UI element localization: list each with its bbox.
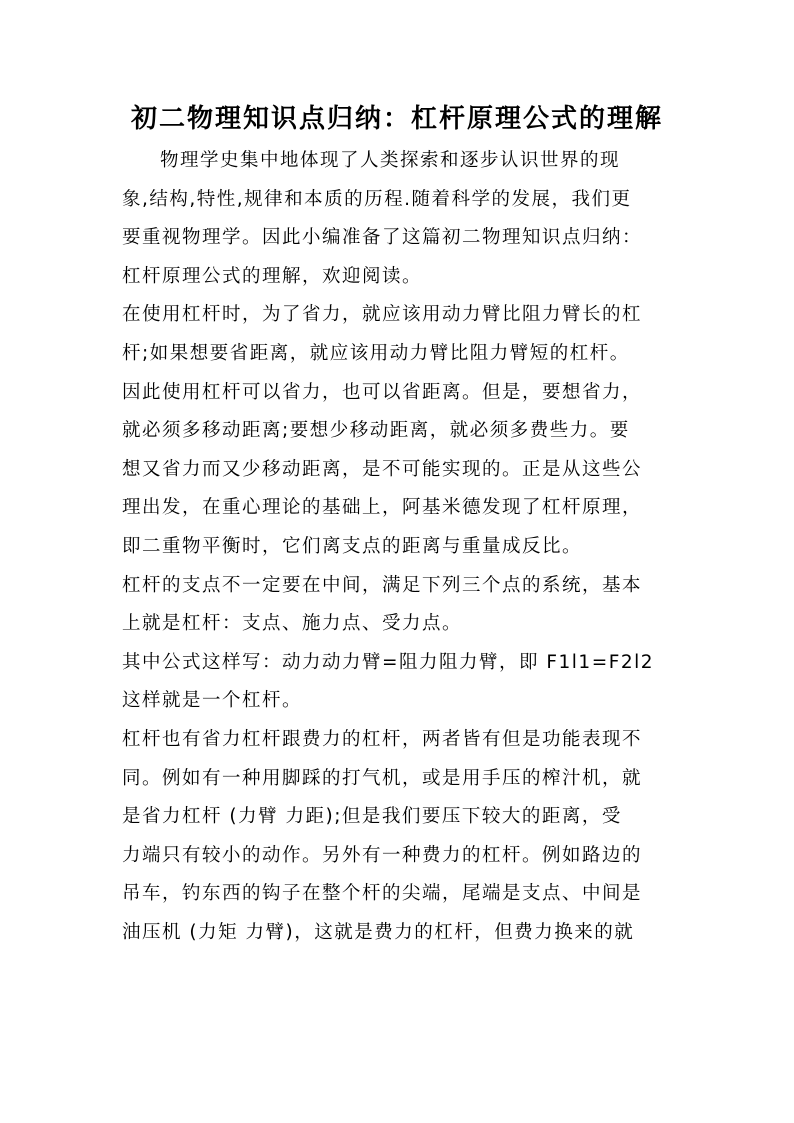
text-line-17: 同。例如有一种用脚踩的打气机，或是用手压的榨汁机，就 [122,767,643,789]
body-text [122,142,692,952]
text-line-3: 要重视物理学。因此小编准备了这篇初二物理知识点归纳： [122,227,643,249]
text-line-5: 在使用杠杆时，为了省力，就应该用动力臂比阻力臂长的杠 [122,304,643,326]
text-line-16: 杠杆也有省力杠杆跟费力的杠杆，两者皆有但是功能表现不 [122,728,643,750]
page-title: 初二物理知识点归纳：杠杆原理公式的理解 [130,104,663,134]
text-line-2: 象,结构,特性,规律和本质的历程.随着科学的发展，我们更 [122,188,632,210]
text-line-6: 杆;如果想要省距离，就应该用动力臂比阻力臂短的杠杆。 [122,342,630,364]
text-line-15: 这样就是一个杠杆。 [122,690,303,712]
text-line-20: 吊车，钓东西的钩子在整个杆的尖端，尾端是支点、中间是 [122,883,643,905]
text-line-13: 上就是杠杆：支点、施力点、受力点。 [122,613,463,635]
text-line-1: 物理学史集中地体现了人类探索和逐步认识世界的现 [160,150,621,171]
text-line-19: 力端只有较小的动作。另外有一种费力的杠杆。例如路边的 [122,844,643,866]
text-line-4: 杠杆原理公式的理解，欢迎阅读。 [122,265,423,287]
text-line-11: 即二重物平衡时，它们离支点的距离与重量成反比。 [122,535,583,557]
text-line-8: 就必须多移动距离;要想少移动距离，就必须多费些力。要 [122,420,630,442]
text-line-9: 想又省力而又少移动距离，是不可能实现的。正是从这些公 [122,458,643,480]
text-line-7: 因此使用杠杆可以省力，也可以省距离。但是，要想省力， [122,381,643,403]
text-line-12: 杠杆的支点不一定要在中间，满足下列三个点的系统，基本 [122,574,643,596]
text-line-10: 理出发，在重心理论的基础上，阿基米德发现了杠杆原理， [122,497,643,519]
text-line-14: 其中公式这样写：动力动力臂=阻力阻力臂，即 F1l1=F2l2 [122,651,655,673]
text-line-21: 油压机 (力矩 力臂)，这就是费力的杠杆，但费力换来的就 [122,921,635,943]
text-line-18: 是省力杠杆 (力臂 力距);但是我们要压下较大的距离，受 [122,806,622,828]
